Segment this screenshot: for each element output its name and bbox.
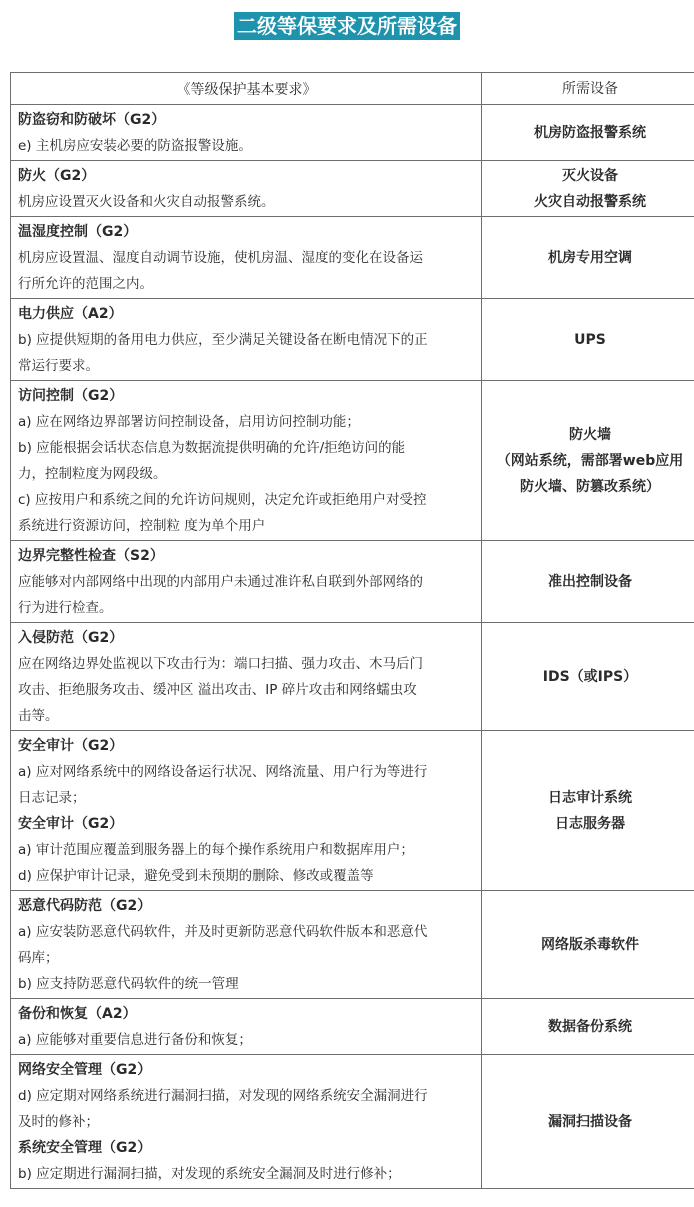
requirement-text: d) 应定期对网络系统进行漏洞扫描，对发现的网络系统安全漏洞进行	[18, 1088, 428, 1104]
requirement-text: 机房应设置灭火设备和火灾自动报警系统。	[18, 194, 275, 210]
table-row	[11, 105, 694, 161]
header-requirements: 《等级保护基本要求》	[11, 73, 482, 105]
equipment-cell	[482, 161, 694, 217]
requirement-text: a) 应在网络边界部署访问控制设备，启用访问控制功能；	[18, 414, 360, 430]
requirement-cell	[11, 299, 482, 381]
equipment-cell	[482, 381, 694, 541]
requirement-text: b) 应提供短期的备用电力供应，至少满足关键设备在断电情况下的正	[18, 332, 428, 348]
equipment-name: （网站系统，需部署web应用	[496, 452, 684, 469]
requirement-cell	[11, 381, 482, 541]
requirement-heading: 边界完整性检查（S2）	[18, 548, 164, 564]
requirement-text: a) 应对网络系统中的网络设备运行状况、网络流量、用户行为等进行	[18, 764, 428, 780]
equipment-cell	[482, 623, 694, 731]
requirement-cell	[11, 623, 482, 731]
equipment-name: 机房专用空调	[548, 249, 632, 266]
requirement-text: a) 审计范围应覆盖到服务器上的每个操作系统用户和数据库用户；	[18, 842, 414, 858]
table-row	[11, 623, 694, 731]
requirement-heading: 温湿度控制（G2）	[18, 224, 138, 240]
equipment-name: 日志审计系统	[548, 789, 632, 806]
requirement-heading: 备份和恢复（A2）	[18, 1006, 137, 1022]
requirement-text: b) 应能根据会话状态信息为数据流提供明确的允许/拒绝访问的能	[18, 440, 406, 456]
equipment-name: 数据备份系统	[548, 1018, 632, 1035]
requirement-text: 行为进行检查。	[18, 600, 113, 616]
requirement-cell	[11, 999, 482, 1055]
equipment-name: 火灾自动报警系统	[534, 193, 646, 210]
requirement-cell	[11, 217, 482, 299]
equipment-name: 网络版杀毒软件	[541, 936, 639, 953]
requirements-table	[10, 72, 694, 1189]
equipment-name: 灭火设备	[562, 167, 618, 184]
requirement-heading: 安全审计（G2）	[18, 738, 124, 754]
equipment-name: 漏洞扫描设备	[548, 1113, 632, 1130]
requirement-text: 力，控制粒度为网段级。	[18, 466, 167, 482]
requirement-cell	[11, 161, 482, 217]
equipment-name: 防火墙	[569, 426, 611, 443]
table-row	[11, 541, 694, 623]
requirement-heading: 安全审计（G2）	[18, 816, 124, 832]
equipment-name: 准出控制设备	[548, 573, 632, 590]
requirement-cell	[11, 891, 482, 999]
equipment-cell	[482, 105, 694, 161]
equipment-name: 日志服务器	[555, 815, 625, 832]
page-title: 二级等保要求及所需设备	[234, 12, 460, 40]
equipment-cell	[482, 999, 694, 1055]
requirement-text: 码库；	[18, 950, 59, 966]
requirement-text: a) 应能够对重要信息进行备份和恢复；	[18, 1032, 252, 1048]
requirement-cell	[11, 1055, 482, 1189]
requirement-text: 应能够对内部网络中出现的内部用户未通过准许私自联到外部网络的	[18, 574, 423, 590]
table-row	[11, 217, 694, 299]
title-area	[0, 0, 694, 68]
table-row	[11, 999, 694, 1055]
requirement-text: 行所允许的范围之内。	[18, 276, 153, 292]
requirement-heading: 防火（G2）	[18, 168, 96, 184]
table-body	[11, 73, 694, 1189]
requirement-cell	[11, 731, 482, 891]
requirement-text: 日志记录；	[18, 790, 86, 806]
requirement-text: 系统进行资源访问，控制粒 度为单个用户	[18, 518, 266, 534]
table-header-row	[11, 73, 694, 105]
table-row	[11, 1055, 694, 1189]
requirement-heading: 访问控制（G2）	[18, 388, 124, 404]
requirement-text: 击等。	[18, 708, 59, 724]
equipment-cell	[482, 731, 694, 891]
header-equipment: 所需设备	[482, 73, 694, 105]
requirement-heading: 入侵防范（G2）	[18, 630, 124, 646]
table-row	[11, 891, 694, 999]
requirement-text: c) 应按用户和系统之间的允许访问规则，决定允许或拒绝用户对受控	[18, 492, 427, 508]
requirement-heading: 电力供应（A2）	[18, 306, 123, 322]
equipment-name: UPS	[574, 331, 606, 348]
requirement-text: b) 应定期进行漏洞扫描，对发现的系统安全漏洞及时进行修补；	[18, 1166, 401, 1182]
equipment-name: IDS（或IPS）	[542, 668, 638, 685]
requirement-text: 及时的修补；	[18, 1114, 99, 1130]
requirement-text: a) 应安装防恶意代码软件，并及时更新防恶意代码软件版本和恶意代	[18, 924, 428, 940]
requirement-text: 机房应设置温、湿度自动调节设施，使机房温、湿度的变化在设备运	[18, 250, 423, 266]
requirement-heading: 恶意代码防范（G2）	[18, 898, 152, 914]
equipment-cell	[482, 1055, 694, 1189]
requirement-cell	[11, 541, 482, 623]
equipment-name: 防火墙、防篡改系统）	[520, 478, 660, 495]
equipment-cell	[482, 299, 694, 381]
table-row	[11, 731, 694, 891]
equipment-name: 机房防盗报警系统	[534, 124, 646, 141]
requirement-text: 应在网络边界处监视以下攻击行为：端口扫描、强力攻击、木马后门	[18, 656, 423, 672]
requirement-heading: 防盗窃和防破坏（G2）	[18, 112, 166, 128]
equipment-cell	[482, 891, 694, 999]
requirement-text: 常运行要求。	[18, 358, 99, 374]
table-row	[11, 161, 694, 217]
table-row	[11, 381, 694, 541]
requirement-cell	[11, 105, 482, 161]
requirement-text: e) 主机房应安装必要的防盗报警设施。	[18, 138, 252, 154]
requirement-heading: 系统安全管理（G2）	[18, 1140, 152, 1156]
requirement-text: d) 应保护审计记录，避免受到未预期的删除、修改或覆盖等	[18, 868, 374, 884]
requirement-heading: 网络安全管理（G2）	[18, 1062, 152, 1078]
requirement-text: 攻击、拒绝服务攻击、缓冲区 溢出攻击、IP 碎片攻击和网络蠕虫攻	[18, 682, 417, 698]
requirement-text: b) 应支持防恶意代码软件的统一管理	[18, 976, 239, 992]
table-row	[11, 299, 694, 381]
equipment-cell	[482, 541, 694, 623]
equipment-cell	[482, 217, 694, 299]
